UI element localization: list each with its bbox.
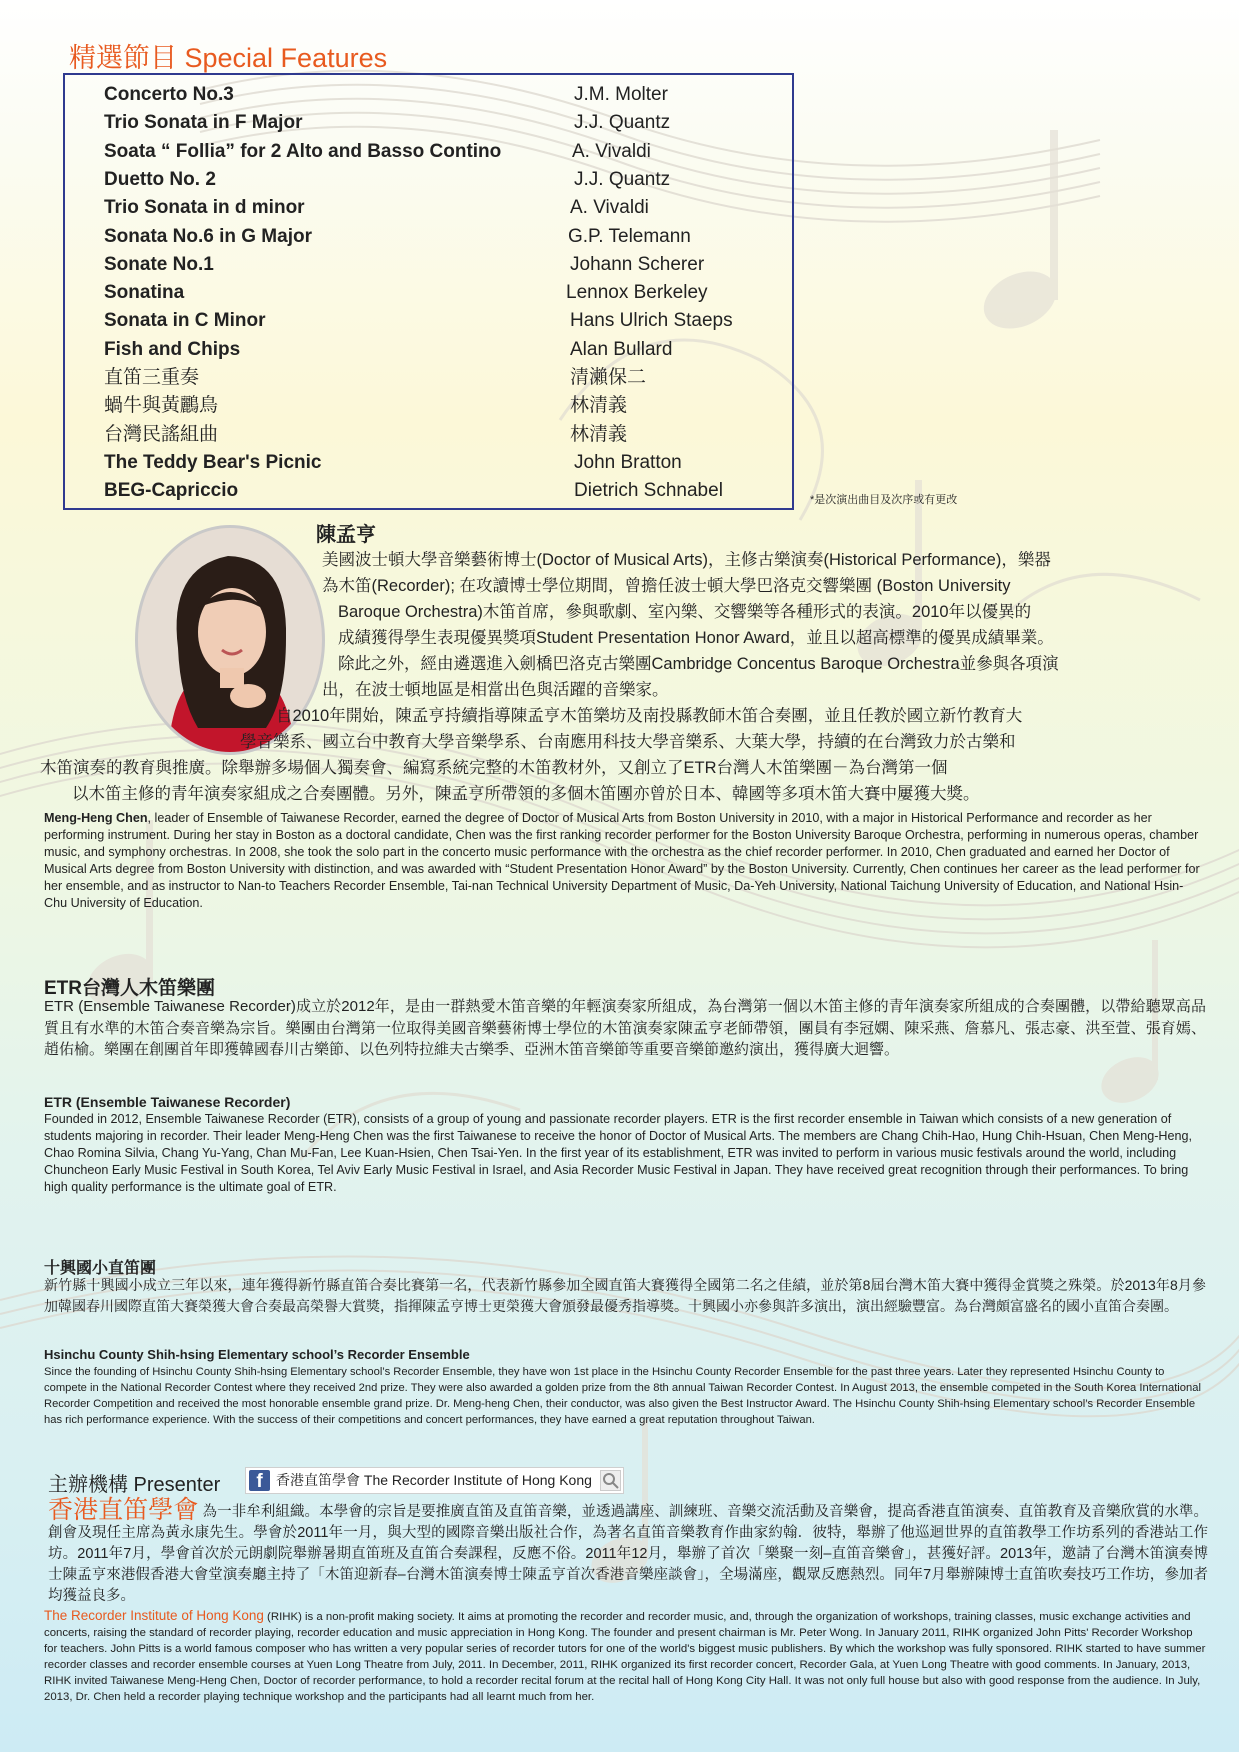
performer-bio-zh-line: 除此之外，經由遴選進入劍橋巴洛克古樂團Cambridge Concentus Baroque Orchestra並參與各項演	[338, 655, 1059, 673]
etr-heading-en: ETR (Ensemble Taiwanese Recorder)	[44, 1094, 291, 1110]
program-item-title: Concerto No.3	[104, 84, 234, 105]
performer-bio-en-text: , leader of Ensemble of Taiwanese Recorder, earned the degree of Doctor of Musical Arts from Boston University in 2010, with a major in Historical Performance and recorder as her performing instrument. During her stay in Boston as a doctoral candidate, Chen was the first ranking recorder performer for the Boston University Baroque Orchestra, performing in numerous operas, chamber music, and symphony orchestras. In 2008, she took the solo part in the concerto music performance with the orchestra as the chief recorder performer. In 2010, Chen graduated and earned her Doctor of Musical Arts degree from Boston University with distinction, and was awarded with “Student Presentation Honor Award” by the Boston University. Currently, Chen continues her career as the lead performer for her ensemble, and as instructor to Nan-to Teachers Recorder Ensemble, Tai-nan Technical University Department of Music, Da-Yeh University, National Taichung University of Education, and National Hsin-Chu University of Education.	[44, 811, 1200, 910]
program-item-title: Sonatina	[104, 282, 185, 304]
performer-name-en: Meng-Heng Chen	[44, 811, 148, 825]
performer-bio-zh-line: 出，在波士頓地區是相當出色與活躍的音樂家。	[322, 681, 669, 699]
program-item-composer: 林清義	[570, 423, 628, 445]
program-item-composer: G.P. Telemann	[568, 225, 691, 247]
performer-bio-zh-line: 自2010年開始，陳孟亨持續指導陳孟亨木笛樂坊及南投縣教師木笛合奏團，並且任教於國立新竹教育大	[276, 707, 1023, 725]
etr-description-en: Founded in 2012, Ensemble Taiwanese Recorder (ETR), consists of a group of young and passionate recorder players. ETR is the first recorder ensemble in Taiwan which consists of a new generation of students majoring in recorder. Their leader Meng-Heng Chen was the first Taiwanese to receive the honor of Doctor of Musical Arts. The members are Chang Chih-Hao, Hung Chih-Hsuan, Chen Meng-Heng, Chao Romina Silvia, Chang Yu-Yang, Chan Mu-Fan, Lee Kuan-Hsien, Chen Tsai-Yen. In the first year of its establishment, ETR was invited to perform in various music festivals around the world, including Chuncheon Early Music Festival in South Korea, Tel Aviv Early Music Festival in Israel, and Asia Recorder Music Festival in Japan. They have received great recognition through their performances. To bring high quality performance is the ultimate goal of ETR.	[44, 1112, 1193, 1194]
etr-heading: ETR台灣人木笛樂團	[44, 978, 216, 999]
performer-bio-zh-line: Baroque Orchestra)木笛首席，參與歌劇、室內樂、交響樂等各種形式的表演。2010年以優異的	[338, 603, 1032, 621]
presenter-heading: 主辦機構 Presenter	[48, 1474, 221, 1496]
program-item-title: 台灣民謠組曲	[104, 423, 219, 445]
presenter-description-en	[44, 1608, 1208, 1705]
shihhsing-heading-en: Hsinchu County Shih-hsing Elementary school’s Recorder Ensemble	[44, 1347, 470, 1362]
shihhsing-description-zh: 新竹縣十興國小成立三年以來，連年獲得新竹縣直笛合奏比賽第一名，代表新竹縣參加全國直笛大賽獲得全國第二名之佳績，並於第8屆台灣木笛大賽中獲得金賞獎之殊榮。於2013年8月參加韓國春川國際直笛大賽榮獲大會合奏最高榮譽大賞獎，指揮陳孟亨博士更榮獲大會頒發最優秀指導獎。十興國小亦參與許多演出，演出經驗豐富。為台灣頗富盛名的國小直笛合奏團。	[44, 1277, 1206, 1314]
performer-bio-zh-line: 美國波士頓大學音樂藝術博士(Doctor of Musical Arts)，主修古樂演奏(Historical Performance)，樂器	[322, 551, 1051, 569]
program-change-note: *是次演出曲目及次序或有更改	[810, 494, 958, 506]
program-item-composer: Hans Ulrich Staeps	[570, 310, 733, 332]
performer-bio-zh-line: 成績獲得學生表現優異獎項Student Presentation Honor Award，並且以超高標準的優異成績畢業。	[338, 629, 1054, 647]
search-icon[interactable]	[600, 1470, 621, 1491]
facebook-icon: f	[249, 1470, 270, 1491]
program-item-composer: J.J. Quantz	[574, 112, 671, 134]
program-item-composer: J.J. Quantz	[574, 168, 671, 190]
program-item-title: The Teddy Bear's Picnic	[104, 451, 322, 473]
program-item-composer: Dietrich Schnabel	[574, 480, 723, 502]
special-features-title: 精選節目 Special Features	[69, 43, 388, 73]
performer-bio-en	[44, 810, 1204, 912]
facebook-page-label: 香港直笛學會 The Recorder Institute of Hong Kong	[276, 1472, 592, 1488]
program-item-title: Trio Sonata in F Major	[104, 112, 303, 134]
program-item-title: Sonata in C Minor	[104, 310, 266, 332]
program-item-title: Soata “ Follia” for 2 Alto and Basso Contino	[104, 140, 502, 162]
shihhsing-heading: 十興國小直笛團	[44, 1260, 157, 1277]
program-item-composer: Alan Bullard	[570, 338, 673, 360]
program-item-composer: Johann Scherer	[570, 253, 705, 275]
program-item-title: Duetto No. 2	[104, 168, 216, 190]
presenter-description-zh-text: 為一非牟利組織。本學會的宗旨是要推廣直笛及直笛音樂，並透過講座、訓練班、音樂交流活動及音樂會，提高香港直笛演奏、直笛教育及音樂欣賞的水準。創會及現任主席為黃永康先生。學會於2011年一月，與大型的國際音樂出版社合作，為著名直笛音樂教育作曲家約翰．彼特，舉辦了他巡迴世界的直笛教學工作坊系列的香港站工作坊。2011年7月，學會首次於元朗劇院舉辦暑期直笛班及直笛合奏課程，反應不俗。2011年12月，舉辦了首次「樂聚一刻–直笛音樂會」，甚獲好評。2013年，邀請了台灣木笛演奏博士陳孟亨來港假香港大會堂演奏廳主持了「木笛迎新春–台灣木笛演奏博士陳孟亨首次香港音樂座談會」，全場滿座，觀眾反應熱烈。同年7月舉辦陳博士直笛吹奏技巧工作坊，參加者均獲益良多。	[48, 1504, 1208, 1604]
presenter-org-name-zh: 香港直笛學會	[48, 1496, 199, 1524]
program-item-composer: Lennox Berkeley	[566, 282, 708, 304]
presenter-description-zh	[48, 1496, 1208, 1607]
program-item-title: 蝸牛與黃鸝鳥	[104, 395, 219, 417]
shihhsing-description-en: Since the founding of Hsinchu County Shih-hsing Elementary school’s Recorder Ensemble, they have won 1st place in the Hsinchu County Recorder Ensemble for the past three years. Later they represented Hsinchu County to compete in the National Recorder Contest where they received 2nd prize. They were also awarded a golden prize from the 8th annual Taiwan Recorder Contest. In August 2013, the ensemble competed in the South Korea International Recorder Competition and received the most honorable ensemble grand prize. Dr. Meng-heng Chen, their conductor, was also given the Best Instructor Award. The Hsinchu County Shih-hsing Elementary school’s Recorder Ensemble has rich performance experience. With the success of their competitions and concert performances, they have earned a great reputation throughout Taiwan.	[44, 1366, 1201, 1426]
performer-bio-zh-line: 為木笛(Recorder); 在攻讀博士學位期間，曾擔任波士頓大學巴洛克交響樂團 (Boston University	[322, 577, 1011, 595]
program-item-composer: 清瀨保二	[570, 367, 647, 388]
program-item-title: Trio Sonata in d minor	[104, 197, 305, 219]
program-item-title: Sonata No.6 in G Major	[104, 225, 312, 247]
facebook-page-link[interactable]	[245, 1467, 624, 1494]
performer-bio-zh-line: 以木笛主修的青年演奏家組成之合奏團體。另外，陳孟亨所帶領的多個木笛團亦曾於日本、韓國等多項木笛大賽中屢獲大獎。	[72, 785, 980, 803]
program-item-composer: A. Vivaldi	[570, 197, 649, 219]
program-item-composer: 林清義	[570, 395, 628, 417]
etr-description-zh: ETR (Ensemble Taiwanese Recorder)成立於2012年，是由一群熱愛木笛音樂的年輕演奏家所組成，為台灣第一個以木笛主修的青年演奏家所組成的合奏團體，以帶給聽眾高品質且有水準的木笛合奏音樂為宗旨。樂團由台灣第一位取得美國音樂藝術博士學位的木笛演奏家陳孟亨老師帶領，團員有李冠嫻、陳采燕、詹慕凡、張志豪、洪至萱、張育嫣、趙佑榆。樂團在創團首年即獲韓國春川古樂節、以色列特拉維夫古樂季、亞洲木笛音樂節等重要音樂節邀約演出，獲得廣大迴響。	[44, 998, 1206, 1058]
program-item-title: 直笛三重奏	[104, 367, 200, 388]
performer-bio-zh-line: 木笛演奏的教育與推廣。除舉辦多場個人獨奏會、編寫系統完整的木笛教材外，又創立了ETR台灣人木笛樂團－為台灣第一個	[40, 759, 948, 777]
presenter-org-name-en: The Recorder Institute of Hong Kong	[44, 1608, 264, 1623]
program-item-composer: John Bratton	[574, 451, 682, 473]
performer-bio-zh-line: 學音樂系、國立台中教育大學音樂學系、台南應用科技大學音樂系、大葉大學，持續的在台灣致力於古樂和	[240, 733, 1016, 751]
program-item-title: Sonate No.1	[104, 253, 214, 275]
performer-name: 陳孟亨	[316, 524, 376, 546]
program-item-composer: A. Vivaldi	[572, 140, 651, 162]
program-item-composer: J.M. Molter	[574, 84, 668, 105]
program-item-title: Fish and Chips	[104, 338, 241, 360]
presenter-description-en-text: (RIHK) is a non-profit making society. It aims at promoting the recorder and recorder music, and, through the organization of workshops, training classes, music exchange activities and concerts, raising the standard of recorder playing, recorder education and music appreciation in Hong Kong. The founder and present chairman is Mr. Peter Wong. In January 2011, RIHK organized John Pitts' Recorder Workshop for teachers. John Pitts is a world famous composer who has written a very popular series of recorder tutors for one of the world's biggest music publishers. By which the workshop was fully sponsored. RIHK started to have summer recorder classes and recorder ensemble courses at Yuen Long Theatre from July, 2011. In December, 2011, RIHK organized its first recorder concert, Recorder Gala, at Yuen Long Theatre with good comments. In January, 2013, RIHK invited Taiwanese Meng-Heng Chen, Doctor of recorder performance, to hold a recorder recital forum at the recital hall of Hong Kong City Hall. It was not only full house but also with good response from the audience. In July, 2013, Dr. Chen held a recorder playing technique workshop and the participants had all learnt much from her.	[44, 1611, 1206, 1703]
program-item-title: BEG-Capriccio	[104, 480, 239, 502]
